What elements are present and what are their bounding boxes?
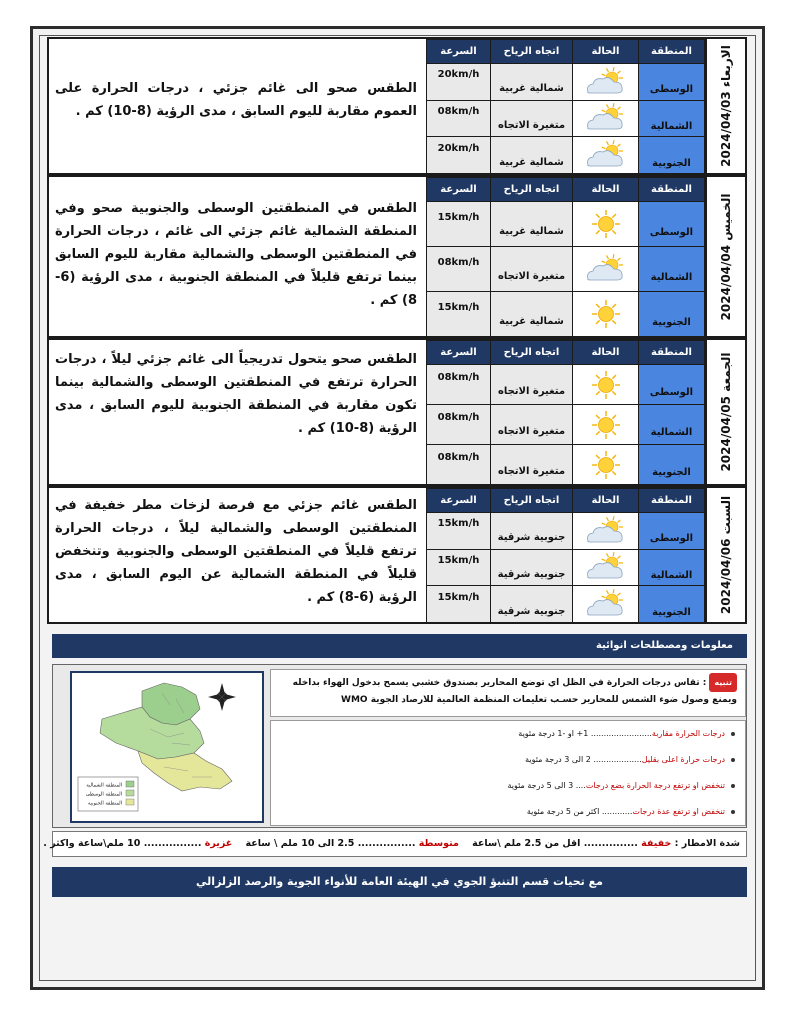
header-speed: السرعة (427, 40, 491, 64)
wind-direction: شمالية غربية (491, 202, 573, 247)
wind-speed: 15km/h (427, 549, 491, 586)
forecast-table (426, 39, 705, 174)
table-row (427, 292, 705, 337)
weather-state (573, 513, 639, 550)
wind-speed: 15km/h (427, 292, 491, 337)
sun-icon (586, 449, 626, 481)
rain-light: خفيفة (641, 838, 672, 849)
header-wind-direction: اتجاه الرياح (491, 178, 573, 202)
header-state: الحالة (573, 178, 639, 202)
legend-range: 1+ او -1 درجة مئوية (518, 729, 589, 738)
map-south-region (138, 751, 232, 791)
wind-direction: شمالية غربية (491, 292, 573, 337)
weather-state (573, 247, 639, 292)
header-region: المنطقة (639, 341, 705, 365)
header-region: المنطقة (639, 489, 705, 513)
weather-state (573, 64, 639, 101)
legend-row (271, 727, 735, 753)
region-cell: الوسطى (639, 64, 705, 101)
header-speed: السرعة (427, 341, 491, 365)
legend-dots: .... (575, 781, 586, 790)
table-header-row (427, 40, 705, 64)
table-row (427, 64, 705, 101)
wind-direction: متغيرة الاتجاه (491, 405, 573, 445)
legend-row (271, 753, 735, 779)
day-block (47, 486, 747, 624)
wind-speed: 20km/h (427, 64, 491, 101)
header-state: الحالة (573, 341, 639, 365)
forecast-date: الاربعاء 2024/04/03 (719, 45, 733, 167)
bullet-icon (731, 732, 735, 736)
table-row (427, 365, 705, 405)
wind-speed: 08km/h (427, 247, 491, 292)
table-row (427, 100, 705, 137)
region-cell: الجنوبية (639, 445, 705, 485)
region-cell: الشمالية (639, 405, 705, 445)
iraq-map (70, 671, 264, 823)
forecast-table (426, 177, 705, 337)
region-cell: الجنوبية (639, 137, 705, 174)
date-strip (705, 177, 745, 336)
rain-heavy-desc: ................ 10 ملم\ساعة واكثر . (43, 838, 202, 849)
forecast-date: الجمعة 2024/04/05 (719, 352, 733, 472)
iraq-map-graphic (72, 673, 262, 821)
forecast-table (426, 488, 705, 623)
wind-speed: 08km/h (427, 365, 491, 405)
legend-range: اكثر من 5 درجة مئوية (526, 807, 600, 816)
legend-label: تنخفض او ترتفع درجة الحرارة بضع درجات (585, 781, 725, 790)
weather-state (573, 549, 639, 586)
wind-direction: متغيرة الاتجاه (491, 100, 573, 137)
map-legend-north: المنطقة الشمالية (86, 782, 122, 789)
region-cell: الوسطى (639, 513, 705, 550)
table-header-row (427, 489, 705, 513)
wind-speed: 15km/h (427, 586, 491, 623)
table-row (427, 247, 705, 292)
rain-label: شدة الامطار : (674, 838, 740, 849)
date-strip (705, 488, 745, 622)
table-row (427, 202, 705, 247)
sun-icon (586, 208, 626, 240)
forecast-description: الطقس صحو الى غائم جزئي ، درجات الحرارة على العموم مقاربة لليوم السابق ، مدى الرؤية (8-10) كم . (55, 81, 417, 119)
table-row (427, 513, 705, 550)
partly-cloudy-icon (582, 253, 630, 285)
forecast-description: الطقس صحو يتحول تدريجياً الى غائم جزئي ليلاً ، درجات الحرارة ترتفع في المنطقتين الوسطى والشمالية بينما تكون مقاربة في المنطقة الجنوبية لليوم السابق ، مدى الرؤية (8-10) كم . (55, 352, 417, 436)
wind-speed: 15km/h (427, 202, 491, 247)
info-title-bar: معلومات ومصطلحات انوائية (52, 634, 747, 658)
wind-speed: 08km/h (427, 100, 491, 137)
legend-dots: ........................ (590, 729, 652, 738)
region-cell: الشمالية (639, 100, 705, 137)
rain-intensity-row (43, 831, 747, 857)
table-row (427, 405, 705, 445)
rain-medium-desc: ................ 2.5 الى 10 ملم \ ساعة (245, 838, 416, 849)
forecast-date: الخميس 2024/04/04 (719, 193, 733, 320)
day-block (47, 175, 747, 338)
map-legend-central: المنطقة الوسطى (85, 791, 122, 798)
legend-row (271, 779, 735, 805)
legend-dots: ............ (601, 807, 633, 816)
header-state: الحالة (573, 489, 639, 513)
footer-bar: مع تحيات قسم التنبؤ الجوي في الهيئة العامة للأنواء الجوية والرصد الزلزالي (52, 867, 747, 897)
legend-row (271, 805, 735, 831)
sun-icon (586, 409, 626, 441)
weather-state (573, 292, 639, 337)
header-wind-direction: اتجاه الرياح (491, 489, 573, 513)
header-wind-direction: اتجاه الرياح (491, 341, 573, 365)
partly-cloudy-icon (582, 66, 630, 98)
table-header-row (427, 178, 705, 202)
weather-state (573, 445, 639, 485)
compass-icon (208, 683, 236, 711)
forecast-date: السبت 2024/04/06 (719, 495, 733, 615)
partly-cloudy-icon (582, 102, 630, 134)
weather-state (573, 202, 639, 247)
region-cell: الشمالية (639, 549, 705, 586)
bullet-icon (731, 810, 735, 814)
wind-direction: شمالية غربية (491, 64, 573, 101)
legend-label: تنخفض او ترتفع عدة درجات (632, 807, 725, 816)
table-row (427, 549, 705, 586)
wind-direction: متغيرة الاتجاه (491, 247, 573, 292)
legend-range: 3 الى 5 درجة مئوية (507, 781, 574, 790)
weather-state (573, 365, 639, 405)
table-row (427, 137, 705, 174)
region-cell: الوسطى (639, 365, 705, 405)
day-block (47, 338, 747, 486)
wind-speed: 08km/h (427, 445, 491, 485)
header-state: الحالة (573, 40, 639, 64)
wind-direction: جنوبية شرقية (491, 549, 573, 586)
rain-light-desc: ............... اقل من 2.5 ملم \ساعة (472, 838, 638, 849)
day-block (47, 37, 747, 175)
region-cell: الجنوبية (639, 292, 705, 337)
temperature-legend (270, 720, 746, 826)
map-legend-south: المنطقة الجنوبية (87, 800, 122, 807)
sun-icon (586, 369, 626, 401)
note-tag: تنبيه (709, 673, 737, 692)
legend-label: درجات الحرارة مقاربة (651, 729, 725, 738)
header-wind-direction: اتجاه الرياح (491, 40, 573, 64)
legend-dots: ................... (593, 755, 642, 764)
note-box (270, 669, 746, 717)
legend-label: درجات حرارة اعلى بقليل (641, 755, 725, 764)
note-text-1: : تقاس درجات الحرارة في الظل اي توضع المحارير بصندوق خشبي يسمح بدخول الهواء بداخله (292, 678, 707, 688)
wind-direction: جنوبية شرقية (491, 586, 573, 623)
region-cell: الجنوبية (639, 586, 705, 623)
header-region: المنطقة (639, 178, 705, 202)
forecast-description: الطقس غائم جزئي مع فرصة لزخات مطر خفيفة في المنطقتين الوسطى والشمالية ليلاً ، درجات الحرارة ترتفع قليلاً في المنطقتين الوسطى والجنوبية وتنخفض قليلاً في المنطقة الشمالية عن اليوم السابق ، مدى الرؤية (6-8) كم . (55, 498, 417, 605)
header-region: المنطقة (639, 40, 705, 64)
forecast-table (426, 340, 705, 485)
table-row (427, 445, 705, 485)
sun-icon (586, 298, 626, 330)
table-header-row (427, 341, 705, 365)
header-speed: السرعة (427, 489, 491, 513)
note-line-2: ويمنع وصول ضوء الشمس للمحارير حسـب تعليمات المنظمة العالمية للارصاد الجوية WMO (341, 695, 737, 705)
weather-state (573, 137, 639, 174)
wind-speed: 08km/h (427, 405, 491, 445)
wind-direction: متغيرة الاتجاه (491, 445, 573, 485)
rain-medium: متوسطة (418, 838, 459, 849)
note-line-1 (279, 673, 737, 692)
weather-state (573, 405, 639, 445)
wind-direction: متغيرة الاتجاه (491, 365, 573, 405)
weather-state (573, 100, 639, 137)
legend-range: 2 الى 3 درجة مئوية (525, 755, 591, 764)
region-cell: الشمالية (639, 247, 705, 292)
wind-speed: 15km/h (427, 513, 491, 550)
rain-heavy: غزيرة (204, 838, 233, 849)
partly-cloudy-icon (582, 551, 630, 583)
date-strip (705, 39, 745, 173)
header-speed: السرعة (427, 178, 491, 202)
partly-cloudy-icon (582, 588, 630, 620)
wind-direction: جنوبية شرقية (491, 513, 573, 550)
partly-cloudy-icon (582, 515, 630, 547)
weather-state (573, 586, 639, 623)
wind-speed: 20km/h (427, 137, 491, 174)
bullet-icon (731, 758, 735, 762)
table-row (427, 586, 705, 623)
wind-direction: شمالية غربية (491, 137, 573, 174)
forecast-description: الطقس في المنطقتين الوسطى والجنوبية صحو وفي المنطقة الشمالية غائم جزئي الى غائم ، درجات الحرارة في المنطقتين الوسطى والشمالية مقاربة لليوم السابق بينما ترتفع قليلاً في المنطقة الجنوبية ، مدى الرؤية (6-8) كم . (55, 201, 417, 308)
date-strip (705, 340, 745, 484)
bullet-icon (731, 784, 735, 788)
region-cell: الوسطى (639, 202, 705, 247)
partly-cloudy-icon (582, 139, 630, 171)
